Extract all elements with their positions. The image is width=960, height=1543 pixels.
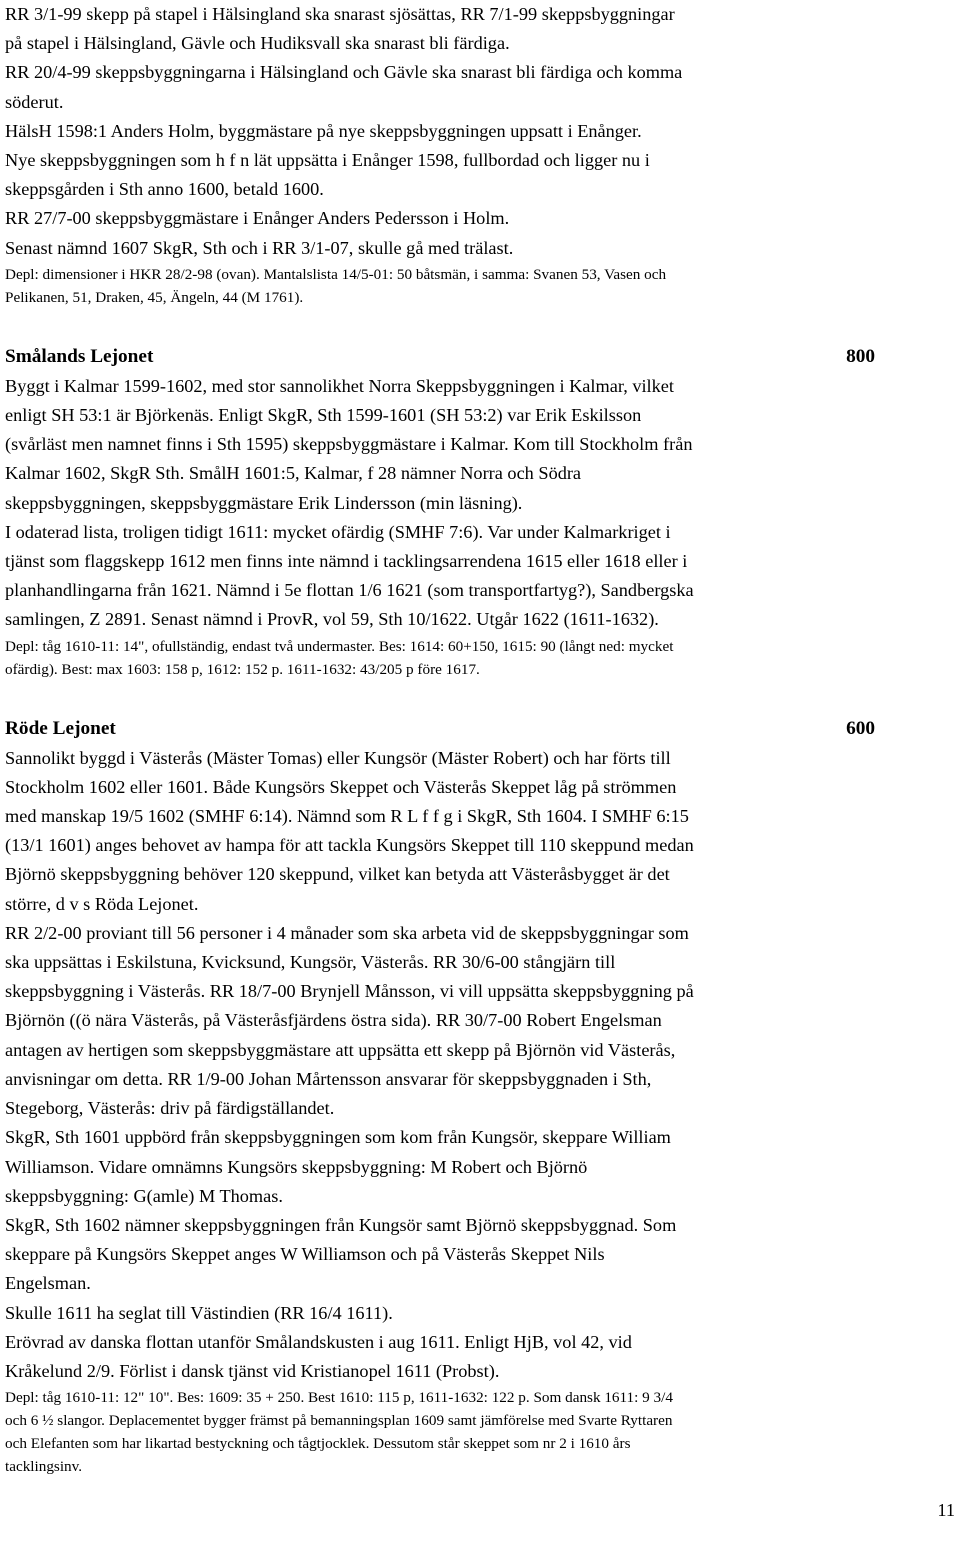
- text-line: Björnön ((ö nära Västerås, på Västeråsfjärdens östra sida). RR 30/7-00 Robert Engelsman: [5, 1010, 662, 1031]
- ship-heading: [5, 342, 957, 372]
- note-line: Depl: tåg 1610-11: 12" 10". Bes: 1609: 35 + 250. Best 1610: 115 p, 1611-1632: 122 p. Som dansk 1611: 9 3/4: [5, 1389, 673, 1407]
- text-line: RR 20/4-99 skeppsbyggningarna i Hälsingland och Gävle ska snarast bli färdiga och komma: [5, 62, 683, 83]
- text-line: skeppsbyggning i Västerås. RR 18/7-00 Brynjell Månsson, vi vill uppsätta skeppsbyggning på: [5, 981, 694, 1002]
- note-line: och 6 ½ slangor. Deplacementet bygger främst på bemanningsplan 1609 samt jämförelse med Svarte Ryttaren: [5, 1412, 673, 1430]
- ship-entry-smalands-lejonet: [5, 342, 957, 681]
- page-number: 11: [937, 1500, 955, 1520]
- text-line: planhandlingarna från 1621. Nämnd i 5e flottan 1/6 1621 (som transportfartyg?), Sandbergska: [5, 580, 694, 601]
- ship-tonnage: 800: [846, 345, 875, 367]
- text-line: Nye skeppsbyggningen som h f n lät uppsätta i Enånger 1598, fullbordad och ligger nu i: [5, 150, 650, 171]
- text-line: Sannolikt byggd i Västerås (Mäster Tomas) eller Kungsör (Mäster Robert) och har förts till: [5, 747, 671, 768]
- text-line: antagen av hertigen som skeppsbyggmästare att uppsätta ett skepp på Björnön vid Västerås,: [5, 1039, 676, 1060]
- text-line: skeppsbyggning: G(amle) M Thomas.: [5, 1185, 283, 1206]
- ship-name: Smålands Lejonet: [5, 345, 154, 367]
- note-line: ofärdig). Best: max 1603: 158 p, 1612: 152 p. 1611-1632: 43/205 p före 1617.: [5, 660, 480, 678]
- note-line: tacklingsinv.: [5, 1458, 83, 1476]
- text-line: Stockholm 1602 eller 1601. Både Kungsörs Skeppet och Västerås Skeppet låg på strömmen: [5, 776, 677, 797]
- text-line: större, d v s Röda Lejonet.: [5, 893, 199, 914]
- text-line: RR 2/2-00 proviant till 56 personer i 4 månader som ska arbeta vid de skeppsbyggningar som: [5, 922, 689, 943]
- text-line: HälsH 1598:1 Anders Holm, byggmästare på nye skeppsbyggningen uppsatt i Enånger.: [5, 120, 642, 141]
- note-line: Depl: tåg 1610-11: 14", ofullständig, endast två undermaster. Bes: 1614: 60+150, 1615: 90 (långt ned: mycket: [5, 637, 674, 655]
- text-line: Björnö skeppsbyggning behöver 120 skeppund, vilket kan betyda att Västeråsbygget är det: [5, 864, 670, 885]
- text-line: tjänst som flaggskepp 1612 men finns inte nämnd i tacklingsarrendena 1615 eller 1618 eller i: [5, 551, 688, 572]
- text-line: Williamson. Vidare omnämns Kungsörs skeppsbyggning: M Robert och Björnö: [5, 1156, 588, 1177]
- text-line: SkgR, Sth 1602 nämner skeppsbyggningen från Kungsör samt Björnö skeppsbyggnad. Som: [5, 1214, 677, 1235]
- text-line: (13/1 1601) anges behovet av hampa för att tackla Kungsörs Skeppet till 110 skeppund medan: [5, 835, 694, 856]
- text-line: ska uppsättas i Eskilstuna, Kvicksund, Kungsör, Västerås. RR 30/6-00 stångjärn till: [5, 952, 616, 973]
- ship-heading: [5, 714, 957, 744]
- document-page: [5, 0, 957, 1478]
- text-line: Byggt i Kalmar 1599-1602, med stor sannolikhet Norra Skeppsbyggningen i Kalmar, vilket: [5, 375, 674, 396]
- note-line: Depl: dimensioner i HKR 28/2-98 (ovan). Mantalslista 14/5-01: 50 båtsmän, i samma: Svanen 53, Vasen och: [5, 265, 667, 283]
- ship-tonnage: 600: [846, 717, 875, 739]
- intro-section: [5, 0, 957, 309]
- text-line: anvisningar om detta. RR 1/9-00 Johan Mårtensson ansvarar för skeppsbyggnaden i Sth,: [5, 1068, 652, 1089]
- text-line: RR 27/7-00 skeppsbyggmästare i Enånger Anders Pedersson i Holm.: [5, 208, 510, 229]
- text-line: skeppsgården i Sth anno 1600, betald 1600.: [5, 179, 324, 200]
- text-line: med manskap 19/5 1602 (SMHF 6:14). Nämnd som R L f f g i SkgR, Sth 1604. I SMHF 6:15: [5, 806, 689, 827]
- text-line: (svårläst men namnet finns i Sth 1595) skeppsbyggmästare i Kalmar. Kom till Stockholm från: [5, 434, 693, 455]
- text-line: på stapel i Hälsingland, Gävle och Hudiksvall ska snarast bli färdiga.: [5, 33, 510, 54]
- text-line: Engelsman.: [5, 1273, 91, 1294]
- text-line: enligt SH 53:1 är Björkenäs. Enligt SkgR, Sth 1599-1601 (SH 53:2) var Erik Eskilsson: [5, 405, 642, 426]
- text-line: Erövrad av danska flottan utanför Smålandskusten i aug 1611. Enligt HjB, vol 42, vid: [5, 1331, 632, 1352]
- ship-name: Röde Lejonet: [5, 717, 116, 739]
- text-line: skeppsbyggningen, skeppsbyggmästare Erik Lindersson (min läsning).: [5, 492, 523, 513]
- note-line: Pelikanen, 51, Draken, 45, Ängeln, 44 (M 1761).: [5, 288, 304, 306]
- ship-entry-rode-lejonet: [5, 714, 957, 1478]
- note-line: och Elefanten som har likartad bestyckning och tågtjocklek. Dessutom står skeppet som nr 2 i 1610 års: [5, 1435, 631, 1453]
- text-line: Stegeborg, Västerås: driv på färdigställandet.: [5, 1098, 335, 1119]
- text-line: Kråkelund 2/9. Förlist i dansk tjänst vid Kristianopel 1611 (Probst).: [5, 1360, 500, 1381]
- text-line: Senast nämnd 1607 SkgR, Sth och i RR 3/1-07, skulle gå med trälast.: [5, 237, 514, 258]
- text-line: RR 3/1-99 skepp på stapel i Hälsingland ska snarast sjösättas, RR 7/1-99 skeppsbyggningar: [5, 4, 675, 24]
- text-line: Skulle 1611 ha seglat till Västindien (RR 16/4 1611).: [5, 1302, 393, 1323]
- text-line: Kalmar 1602, SkgR Sth. SmålH 1601:5, Kalmar, f 28 nämner Norra och Södra: [5, 463, 582, 484]
- text-line: skeppare på Kungsörs Skeppet anges W Williamson och på Västerås Skeppet Nils: [5, 1244, 605, 1265]
- text-line: SkgR, Sth 1601 uppbörd från skeppsbyggningen som kom från Kungsör, skeppare William: [5, 1127, 671, 1148]
- text-line: I odaterad lista, troligen tidigt 1611: mycket ofärdig (SMHF 7:6). Var under Kalmarkriget i: [5, 521, 671, 542]
- text-line: söderut.: [5, 91, 64, 112]
- text-line: samlingen, Z 2891. Senast nämnd i ProvR, vol 59, Sth 10/1622. Utgår 1622 (1611-1632).: [5, 609, 659, 630]
